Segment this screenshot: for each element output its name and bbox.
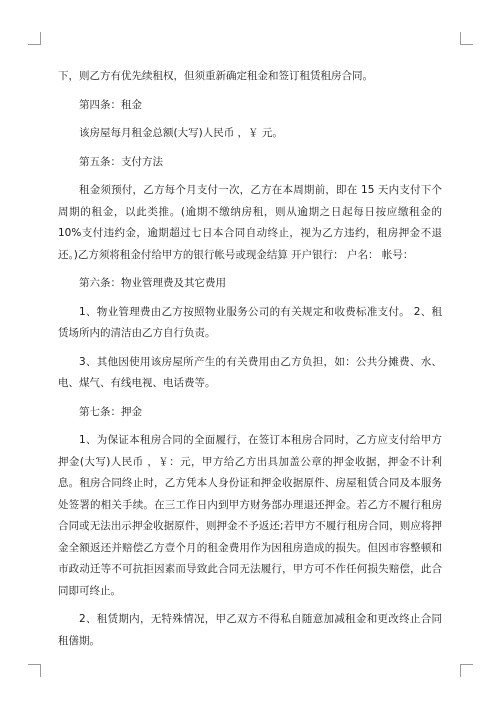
contract-body xyxy=(58,66,442,659)
property-fee-paragraph: 1、物业管理费由乙方按照物业服务公司的有关规定和收费标准支付。 2、租赁场所内的清洁由乙方自行负责。 xyxy=(58,305,442,339)
rent-amount-paragraph: 该房屋每月租金总额(大写)人民币 ，￥ 元。 xyxy=(79,127,283,139)
crop-mark-top-left xyxy=(28,32,41,45)
paragraph-continuation: 下，则乙方有优先续租权，但须重新确定租金和签订租赁租房合同。 xyxy=(58,70,373,82)
deposit-paragraph: 1、为保证本租房合同的全面履行，在签订本租房合同时，乙方应支付给甲方押金(大写)人民币 ，￥：元，甲方给乙方出具加盖公章的押金收据，押金不计利息。租房合同终止时，乙方凭本人身份证和押金收据原件、房屋租赁合同及本服务处签署的相关手续。在三工作日内到甲方财务部办理退还押金。若乙方不履行租房合同或无法出示押金收据原件，则押金不予返还;若甲方不履行租房合同，则应将押金全额返还并赔偿乙方壹个月的租金费用作为因租房造成的损失。但因市容整顿和市政动迁等不可抗拒因素而导致此合同无法履行，甲方可不作任何损失赔偿，此合同即可终止。 xyxy=(58,434,442,597)
article-6-heading: 第六条：物业管理费及其它费用 xyxy=(79,277,226,289)
crop-mark-bottom-right xyxy=(460,664,473,677)
article-5-heading: 第五条：支付方法 xyxy=(79,155,163,168)
crop-mark-top-right xyxy=(460,32,473,45)
article-7-heading: 第七条：押金 xyxy=(79,405,142,418)
crop-mark-bottom-left xyxy=(28,664,41,677)
rent-adjustment-paragraph: 2、租赁期内，无特殊情况，甲乙双方不得私自随意加减租金和更改终止合同租僐期。 xyxy=(58,613,442,647)
payment-method-paragraph: 租金须预付，乙方每个月支付一次，乙方在本周期前，即在 15 天内支付下个周期的租金，以此类推。(逾期不缴纳房租，则从逾期之日起每日按应缴租金的 10%支付违约金，逾期超过七日本合同自动终止，视为乙方违约，租房押金不退还。)乙方须将租金付给甲方的银行帐号或现金结算 开户银行： 户名： 帐号： xyxy=(58,184,442,261)
other-fees-paragraph: 3、其他因使用该房屋所产生的有关费用由乙方负担，如：公共分摊费、水、电、煤气、有线电视、电话费等。 xyxy=(58,355,442,389)
article-4-heading: 第四条：租金 xyxy=(79,98,142,111)
